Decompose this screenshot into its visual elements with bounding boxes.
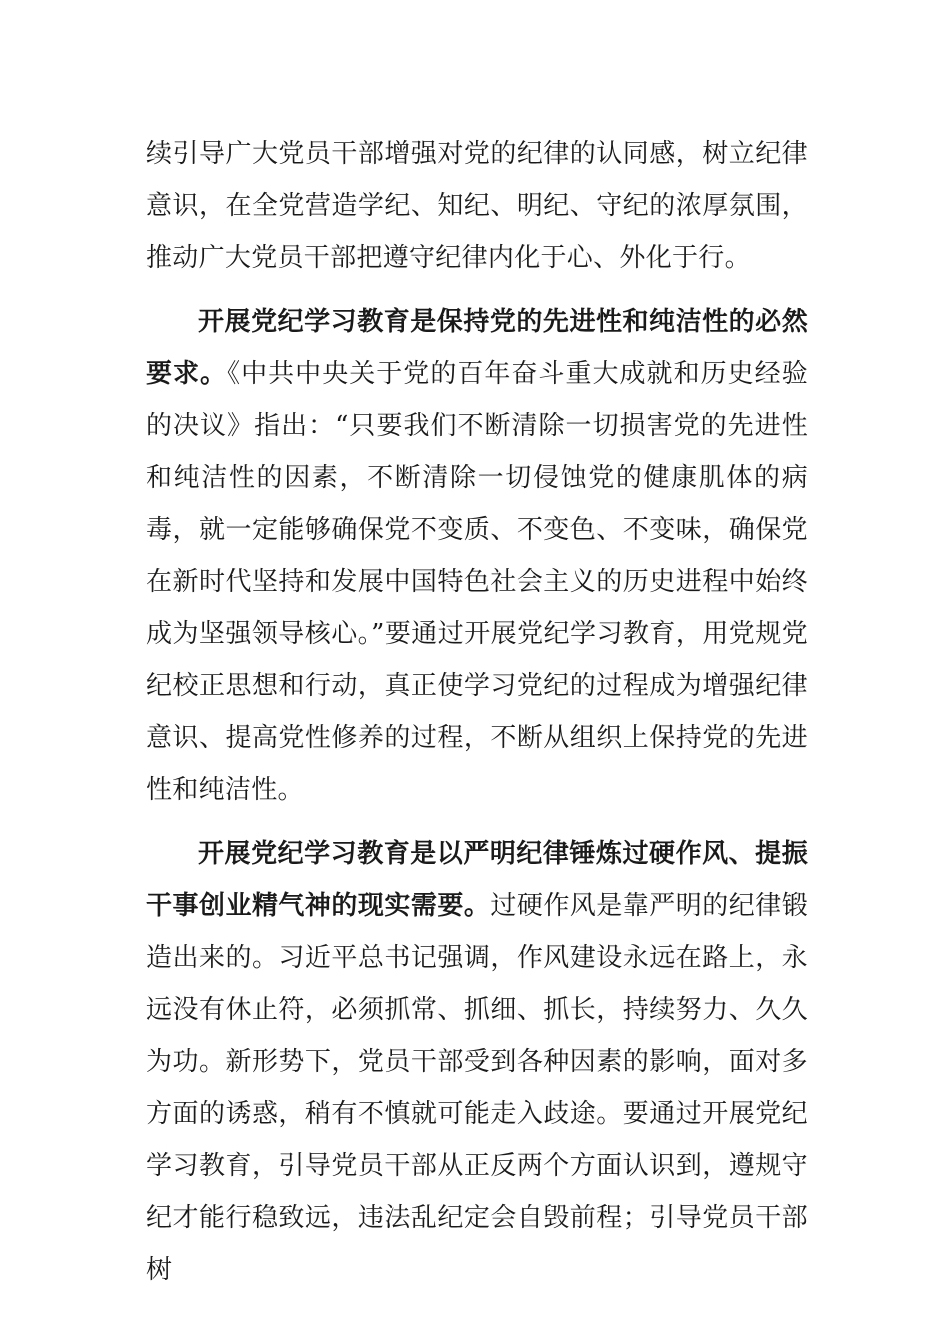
paragraph-2: [146, 296, 808, 816]
paragraph-1-text: 续引导广大党员干部增强对党的纪律的认同感，树立纪律意识，在全党营造学纪、知纪、明纪、守纪的浓厚氛围，推动广大党员干部把遵守纪律内化于心、外化于行。: [146, 139, 808, 273]
paragraph-3-lead: 开展党纪学习教育是以严明纪律锤炼过硬作风、提振干事创业精气神的现实需要。: [146, 839, 808, 921]
paragraph-3: [146, 828, 808, 1296]
paragraph-1: [146, 128, 808, 284]
paragraph-2-lead: 开展党纪学习教育是保持党的先进性和纯洁性的必然要求。: [146, 307, 808, 389]
paragraph-3-text: 过硬作风是靠严明的纪律锻造出来的。习近平总书记强调，作风建设永远在路上，永远没有休止符，必须抓常、抓细、抓长，持续努力、久久为功。新形势下，党员干部受到各种因素的影响，面对多方面的诱惑，稍有不慎就可能走入歧途。要通过开展党纪学习教育，引导党员干部从正反两个方面认识到，遵规守纪才能行稳致远，违法乱纪定会自毁前程；引导党员干部树: [146, 891, 808, 1285]
document-page: [146, 128, 808, 1308]
paragraph-2-text: 《中共中央关于党的百年奋斗重大成就和历史经验的决议》指出：“只要我们不断清除一切损害党的先进性和纯洁性的因素，不断清除一切侵蚀党的健康肌体的病毒，就一定能够确保党不变质、不变色、不变味，确保党在新时代坚持和发展中国特色社会主义的历史进程中始终成为坚强领导核心。”要通过开展党纪学习教育，用党规党纪校正思想和行动，真正使学习党纪的过程成为增强纪律意识、提高党性修养的过程，不断从组织上保持党的先进性和纯洁性。: [146, 359, 808, 805]
